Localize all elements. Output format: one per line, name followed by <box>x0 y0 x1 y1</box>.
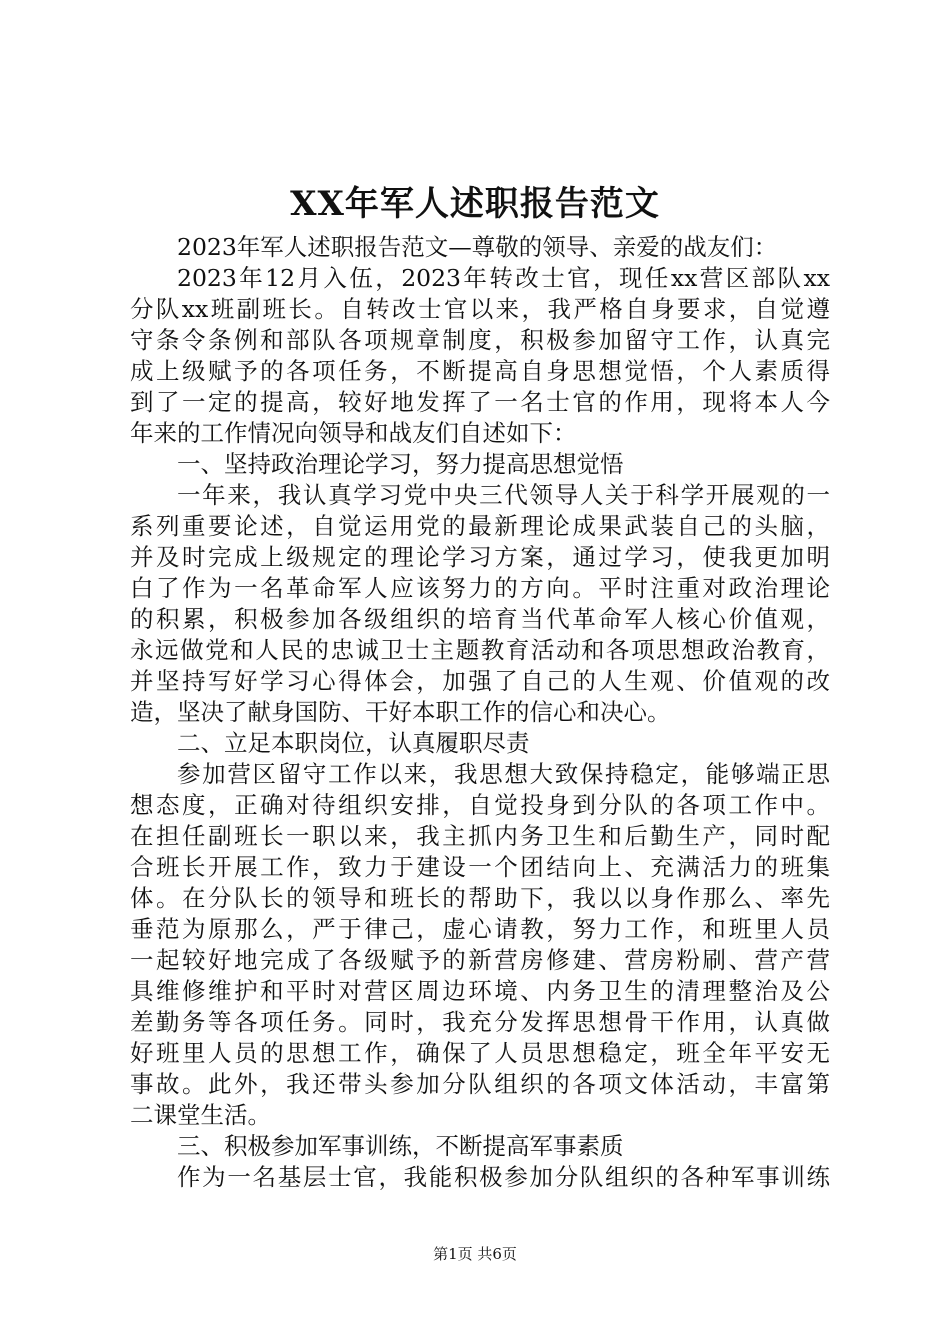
paragraph-line: 垂范为原那么，严于律己，虚心请教，努力工作，和班里人员 <box>130 915 830 943</box>
paragraph-line: 白了作为一名革命军人应该努力的方向。平时注重对政治理论 <box>130 574 830 602</box>
paragraph-line: 一年来，我认真学习党中央三代领导人关于科学开展观的一 <box>177 481 830 509</box>
paragraph-line: 造，坚决了献身国防、干好本职工作的信心和决心。 <box>130 698 671 726</box>
section-heading-1: 一、坚持政治理论学习，努力提高思想觉悟 <box>177 450 624 478</box>
paragraph-line: 合班长开展工作，致力于建设一个团结向上、充满活力的班集 <box>130 853 830 881</box>
section-heading-3: 三、积极参加军事训练，不断提高军事素质 <box>177 1132 624 1160</box>
paragraph-line: 2023年12月入伍，2023年转改士官，现任xx营区部队xx <box>177 264 830 292</box>
paragraph-line: 具维修维护和平时对营区周边环境、内务卫生的清理整治及公 <box>130 977 830 1005</box>
document-title: XX年军人述职报告范文 <box>290 184 660 224</box>
paragraph-line: 的积累，积极参加各级组织的培育当代革命军人核心价值观， <box>130 605 830 633</box>
paragraph-line: 差勤务等各项任务。同时，我充分发挥思想骨干作用，认真做 <box>130 1008 830 1036</box>
paragraph-line: 分队xx班副班长。自转改士官以来，我严格自身要求，自觉遵 <box>130 295 830 323</box>
salutation-line: 2023年军人述职报告范文—尊敬的领导、亲爱的战友们： <box>177 233 778 261</box>
document-body <box>130 232 830 1193</box>
paragraph-line: 在担任副班长一职以来，我主抓内务卫生和后勤生产，同时配 <box>130 822 830 850</box>
paragraph-line: 体。在分队长的领导和班长的帮助下，我以以身作那么、率先 <box>130 884 830 912</box>
paragraph-line: 想态度，正确对待组织安排，自觉投身到分队的各项工作中。 <box>130 791 830 819</box>
paragraph-line: 好班里人员的思想工作，确保了人员思想稳定，班全年平安无 <box>130 1039 830 1067</box>
paragraph-line: 并及时完成上级规定的理论学习方案，通过学习，使我更加明 <box>130 543 830 571</box>
paragraph-line: 到了一定的提高，较好地发挥了一名士官的作用，现将本人今 <box>130 388 830 416</box>
paragraph-line: 成上级赋予的各项任务，不断提高自身思想觉悟，个人素质得 <box>130 357 830 385</box>
paragraph-line: 参加营区留守工作以来，我思想大致保持稳定，能够端正思 <box>177 760 830 788</box>
paragraph-line: 事故。此外，我还带头参加分队组织的各项文体活动，丰富第 <box>130 1070 830 1098</box>
paragraph-line: 作为一名基层士官，我能积极参加分队组织的各种军事训练 <box>177 1163 830 1191</box>
paragraph-line: 守条令条例和部队各项规章制度，积极参加留守工作，认真完 <box>130 326 830 354</box>
paragraph-line: 一起较好地完成了各级赋予的新营房修建、营房粉刷、营产营 <box>130 946 830 974</box>
section-heading-2: 二、立足本职岗位，认真履职尽责 <box>177 729 530 757</box>
paragraph-line: 年来的工作情况向领导和战友们自述如下： <box>130 419 577 447</box>
page-number-footer: 第1页 共6页 <box>433 1245 517 1263</box>
paragraph-line: 二课堂生活。 <box>130 1101 271 1129</box>
paragraph-line: 并坚持写好学习心得体会，加强了自己的人生观、价值观的改 <box>130 667 830 695</box>
paragraph-line: 系列重要论述，自觉运用党的最新理论成果武装自己的头脑， <box>130 512 830 540</box>
paragraph-line: 永远做党和人民的忠诚卫士主题教育活动和各项思想政治教育， <box>130 636 830 664</box>
